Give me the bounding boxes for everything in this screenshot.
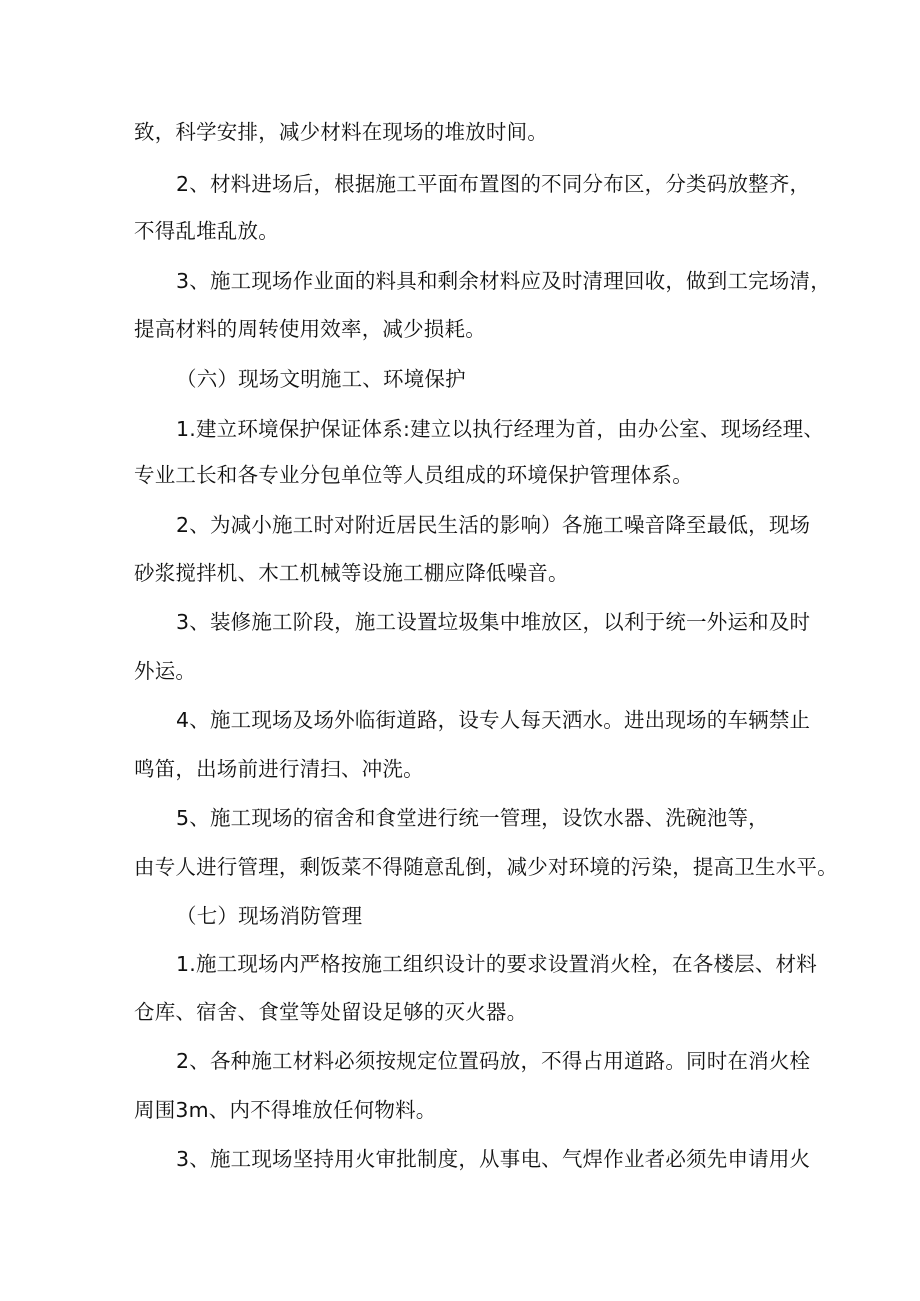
text-line: 提高材料的周转使用效率，减少损耗。 bbox=[134, 317, 486, 341]
text-line: 2、为减小施工时对附近居民生活的影响）各施工噪音降至最低，现场 bbox=[176, 513, 811, 537]
text-line: 4、施工现场及场外临街道路，设专人每天洒水。进出现场的车辆禁止 bbox=[176, 708, 811, 732]
text-line: 不得乱堆乱放。 bbox=[134, 219, 279, 243]
text-line: 周围3m、内不得堆放任何物料。 bbox=[134, 1098, 437, 1122]
text-line: 1.施工现场内严格按施工组织设计的要求设置消火栓，在各楼层、材料 bbox=[176, 952, 817, 976]
text-line: 3、施工现场作业面的料具和剩余材料应及时清理回收，做到工完场清， bbox=[176, 269, 831, 293]
text-line: 2、材料进场后，根据施工平面布置图的不同分布区，分类码放整齐， bbox=[176, 172, 811, 196]
text-line: 3、施工现场坚持用火审批制度，从事电、气焊作业者必须先申请用火 bbox=[176, 1147, 811, 1171]
text-line: 仓库、宿舍、食堂等处留设足够的灭火器。 bbox=[134, 1000, 528, 1024]
text-line: 外运。 bbox=[134, 659, 197, 683]
text-line: 致，科学安排，减少材料在现场的堆放时间。 bbox=[134, 120, 548, 144]
section-heading: （七）现场消防管理 bbox=[176, 904, 363, 928]
text-line: 1.建立环境保护保证体系:建立以执行经理为首，由办公室、现场经理、 bbox=[176, 417, 825, 441]
text-line: 由专人进行管理，剩饭菜不得随意乱倒，减少对环境的污染，提高卫生水平。 bbox=[134, 855, 838, 879]
text-line: 砂浆搅拌机、木工机械等设施工棚应降低噪音。 bbox=[134, 561, 569, 585]
text-line: 3、装修施工阶段，施工设置垃圾集中堆放区，以利于统一外运和及时 bbox=[176, 610, 811, 634]
text-line: 专业工长和各专业分包单位等人员组成的环境保护管理体系。 bbox=[134, 463, 693, 487]
text-line: 5、施工现场的宿舍和食堂进行统一管理，设饮水器、洗碗池等， bbox=[176, 806, 769, 830]
text-line: 2、各种施工材料必须按规定位置码放，不得占用道路。同时在消火栓 bbox=[176, 1049, 811, 1073]
text-line: 鸣笛，出场前进行清扫、冲洗。 bbox=[134, 757, 424, 781]
section-heading: （六）现场文明施工、环境保护 bbox=[176, 367, 466, 391]
